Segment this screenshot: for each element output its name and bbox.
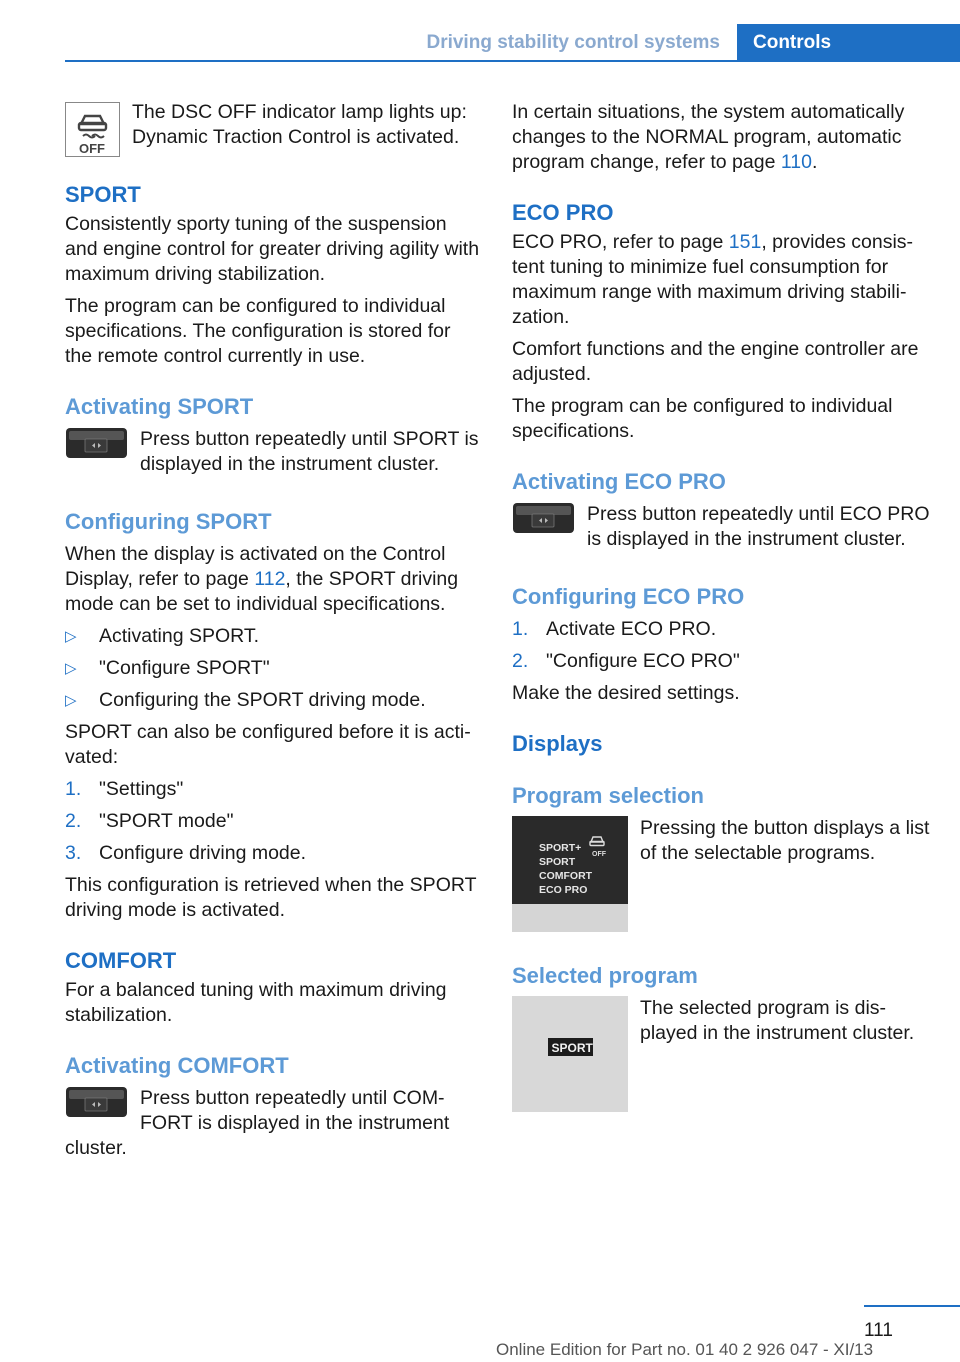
- list-item: 1. Activate ECO PRO.: [512, 618, 717, 640]
- program-selection-text: Pressing the button displays a list of the selectable programs.: [640, 817, 930, 864]
- footer-edition: Online Edition for Part no. 01 40 2 926 047 - XI/13: [496, 1340, 874, 1359]
- activating-eco-heading: Activating ECO PRO: [512, 469, 726, 494]
- configuring-eco-steps: [512, 617, 932, 674]
- page-link-110[interactable]: 110: [780, 151, 812, 173]
- page-link-112[interactable]: 112: [254, 568, 286, 590]
- activating-comfort-text: Press button repeatedly until COM-FORT is displayed in the instrument cluster.: [65, 1087, 450, 1159]
- activating-sport-block: [65, 427, 480, 484]
- triangle-bullet-icon: ▷: [65, 660, 77, 677]
- configuring-sport-heading: Configuring SPORT: [65, 509, 272, 534]
- configuring-sport-retrieved: This configuration is retrieved when the SPORT driving mode is activated.: [65, 874, 477, 921]
- header-chapter-tab: Controls: [737, 24, 960, 62]
- activating-sport-heading: Activating SPORT: [65, 394, 254, 419]
- configuring-eco-after: Make the desired settings.: [512, 682, 740, 704]
- triangle-bullet-icon: ▷: [65, 628, 77, 645]
- activating-eco-text: Press button repeatedly until ECO PRO is displayed in the instrument cluster.: [587, 503, 930, 550]
- program-selection-display-image: [512, 816, 628, 932]
- program-selection-heading: Program selection: [512, 783, 704, 808]
- driving-experience-switch-icon: [65, 1086, 128, 1118]
- eco-pro-p3: The program can be configured to individual specifications.: [512, 395, 893, 442]
- sport-heading: SPORT: [65, 182, 141, 207]
- selected-program-label: SPORT: [551, 1041, 593, 1055]
- eco-pro-heading: ECO PRO: [512, 200, 614, 225]
- list-item: ▷ "Configure SPORT": [65, 657, 270, 679]
- page-number: 111: [864, 1320, 893, 1341]
- selected-program-block: [512, 996, 932, 1118]
- configuring-sport-also: SPORT can also be configured before it is acti-vated:: [65, 721, 471, 768]
- menu-off-label: OFF: [592, 851, 606, 858]
- list-item: 2. "Configure ECO PRO": [512, 650, 740, 672]
- normal-program-text: In certain situations, the system automatically changes to the NORMAL program, automatic program change, refer to page 110.: [512, 101, 905, 173]
- footer-rule: [864, 1305, 960, 1307]
- activating-comfort-heading: Activating COMFORT: [65, 1053, 289, 1078]
- list-item: ▷ Activating SPORT.: [65, 625, 260, 647]
- activating-comfort-block: [65, 1086, 480, 1161]
- right-column: [512, 100, 932, 1118]
- program-selection-block: [512, 816, 932, 938]
- triangle-bullet-icon: ▷: [65, 692, 77, 709]
- selected-program-heading: Selected program: [512, 963, 698, 988]
- menu-item-sport: SPORT: [539, 856, 576, 868]
- left-column: [65, 100, 480, 1168]
- list-item: ▷ Configuring the SPORT driving mode.: [65, 689, 426, 711]
- configuring-sport-bullets: [65, 624, 480, 713]
- menu-item-eco-pro: ECO PRO: [539, 884, 588, 896]
- header-section-title: Driving stability control systems: [426, 32, 720, 53]
- eco-pro-p1: ECO PRO, refer to page 151, provides consis-tent tuning to minimize fuel consumption for maximum range with maximum driving stabili-zation.: [512, 231, 914, 328]
- menu-item-sport-plus: SPORT+: [539, 842, 582, 854]
- sport-p2: The program can be configured to individual specifications. The configuration is stored for the remote control currently in use.: [65, 295, 451, 367]
- driving-experience-switch-icon: [512, 502, 575, 534]
- configuring-eco-heading: Configuring ECO PRO: [512, 584, 745, 609]
- displays-heading: Displays: [512, 731, 603, 756]
- page-link-151[interactable]: 151: [728, 231, 762, 253]
- menu-item-comfort: COMFORT: [539, 870, 593, 882]
- comfort-heading: COMFORT: [65, 948, 177, 973]
- dsc-off-block: [65, 100, 480, 157]
- dsc-off-text: The DSC OFF indicator lamp lights up: Dynamic Traction Control is activated.: [132, 101, 467, 148]
- selected-program-display-image: [512, 996, 628, 1112]
- list-item: 3. Configure driving mode.: [65, 842, 307, 864]
- driving-experience-switch-icon: [65, 427, 128, 459]
- list-item: 2. "SPORT mode": [65, 810, 234, 832]
- header-rule: [65, 60, 960, 62]
- eco-pro-p2: Comfort functions and the engine controller are adjusted.: [512, 338, 919, 385]
- comfort-p1: For a balanced tuning with maximum driving stabilization.: [65, 979, 447, 1026]
- activating-eco-block: [512, 502, 932, 559]
- sport-p1: Consistently sporty tuning of the suspension and engine control for greater driving agility with maximum driving stabilization.: [65, 213, 480, 285]
- dsc-off-indicator-icon: [65, 102, 120, 157]
- list-item: 1. "Settings": [65, 778, 184, 800]
- activating-sport-text: Press button repeatedly until SPORT is displayed in the instrument cluster.: [140, 428, 479, 475]
- selected-program-text: The selected program is dis-played in the instrument cluster.: [640, 997, 915, 1044]
- configuring-sport-steps: [65, 777, 480, 866]
- configuring-sport-p1: When the display is activated on the Control Display, refer to page 112, the SPORT driving mode can be set to individual specifications.: [65, 543, 459, 615]
- dsc-off-icon-label: OFF: [79, 141, 105, 156]
